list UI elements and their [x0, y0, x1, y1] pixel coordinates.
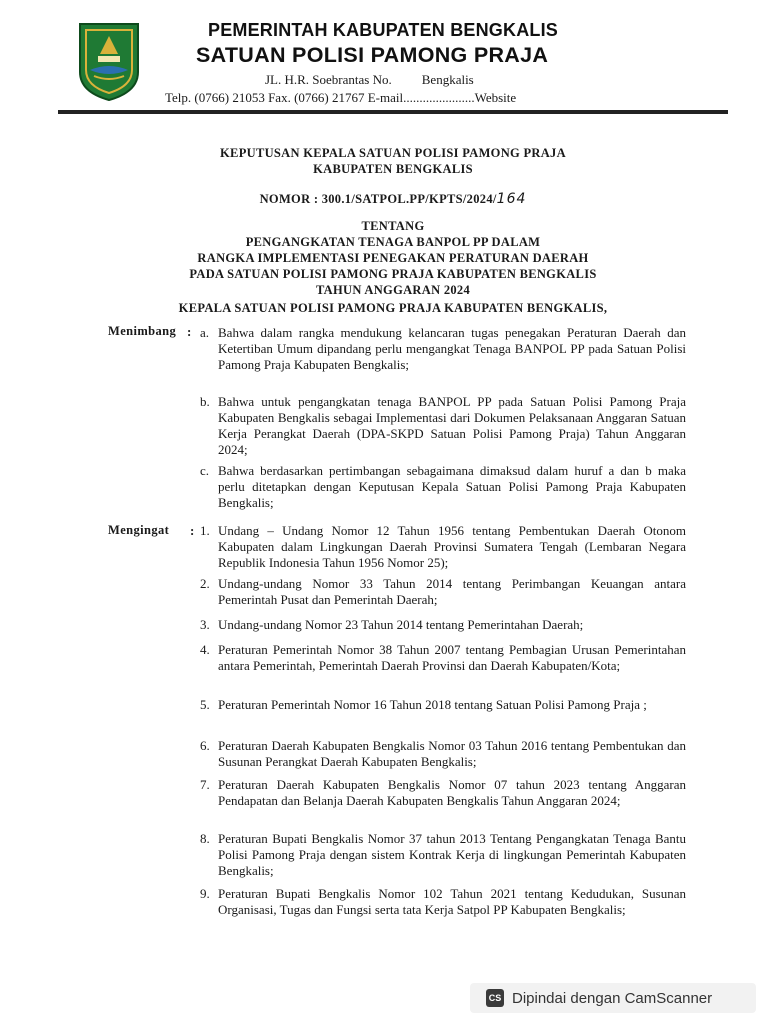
item-marker: 2.: [200, 576, 210, 591]
decree-number-prefix: NOMOR : 300.1/SATPOL.PP/KPTS/2024/: [259, 192, 497, 206]
decree-title-line2: KABUPATEN BENGKALIS: [313, 162, 473, 176]
item-marker: b.: [200, 394, 210, 409]
item-text: Peraturan Pemerintah Nomor 38 Tahun 2007 tentang Pembagian Urusan Pemerintahan antara Pemerintah, Pemerintah Daerah Provinsi dan Daerah Kabupaten/Kota;: [218, 642, 686, 673]
decree-about-label: TENTANG: [361, 219, 425, 233]
item-marker: 5.: [200, 697, 210, 712]
menimbang-colon: :: [187, 324, 192, 339]
item-text: Peraturan Daerah Kabupaten Bengkalis Nomor 07 tahun 2023 tentang Anggaran Pendapatan dan Belanja Daerah Kabupaten Bengkalis Tahun Anggaran 2024;: [218, 777, 686, 808]
decree-subject-line4: TAHUN ANGGARAN 2024: [315, 283, 471, 297]
item-marker: 8.: [200, 831, 210, 846]
mengingat-item-4: [200, 642, 686, 674]
item-marker: 7.: [200, 777, 210, 792]
menimbang-label: Menimbang: [108, 324, 177, 338]
item-text: Undang – Undang Nomor 12 Tahun 1956 tentang Pembentukan Daerah Otonom Kabupaten dalam Lingkungan Daerah Provinsi Sumatera Tengah (Lembaran Negara Republik Indonesia Tahun 1956 Nomor 25);: [218, 523, 686, 570]
item-text: Undang-undang Nomor 33 Tahun 2014 tentang Perimbangan Keuangan antara Pemerintah Pusat dan Pemerintah Daerah;: [218, 576, 686, 607]
decree-title-block: [148, 145, 638, 316]
item-text: Peraturan Pemerintah Nomor 16 Tahun 2018 tentang Satuan Polisi Pamong Praja ;: [218, 697, 647, 712]
mengingat-item-1: [200, 523, 686, 571]
address-street: JL. H.R. Soebrantas No.: [265, 72, 392, 87]
item-text: Bahwa untuk pengangkatan tenaga BANPOL PP pada Satuan Polisi Pamong Praja Kabupaten Bengkalis sebagai Implementasi dari Dokumen Pelaksanaan Anggaran Satuan Kerja Perangkat Daerah (DPA-SKPD Satuan Polisi Pamong Praja) Tahun Anggaran 2024;: [218, 394, 686, 457]
menimbang-item-c: [200, 463, 686, 511]
camscanner-watermark-text: Dipindai dengan CamScanner: [512, 989, 713, 1007]
item-marker: 1.: [200, 523, 210, 538]
item-marker: 3.: [200, 617, 210, 632]
mengingat-item-9: [200, 886, 686, 918]
mengingat-item-7: [200, 777, 686, 809]
mengingat-item-2: [200, 576, 686, 608]
item-text: Peraturan Daerah Kabupaten Bengkalis Nomor 03 Tahun 2016 tentang Pembentukan dan Susunan Perangkat Daerah Kabupaten Bengkalis;: [218, 738, 686, 769]
mengingat-item-8: [200, 831, 686, 879]
camscanner-watermark: [470, 983, 756, 1013]
menimbang-item-b: [200, 394, 686, 458]
decree-authority-line: KEPALA SATUAN POLISI PAMONG PRAJA KABUPATEN BENGKALIS,: [178, 301, 608, 315]
mengingat-colon: :: [190, 523, 195, 538]
item-text: Peraturan Bupati Bengkalis Nomor 37 tahun 2013 Tentang Pengangkatan Tenaga Bantu Polisi Pamong Praja dengan sistem Kontrak Kerja di lingkungan Pemerintah Kabupaten Bengkalis;: [218, 831, 686, 878]
item-marker: a.: [200, 325, 210, 340]
item-text: Peraturan Bupati Bengkalis Nomor 102 Tahun 2021 tentang Kedudukan, Susunan Organisasi, Tugas dan Fungsi serta tata Kerja Satpol PP Kabupaten Bengkalis;: [218, 886, 686, 917]
mengingat-item-5: [200, 697, 686, 713]
item-text: Undang-undang Nomor 23 Tahun 2014 tentang Pemerintahan Daerah;: [218, 617, 584, 632]
address-city: Bengkalis: [421, 72, 474, 87]
mengingat-label: Mengingat: [108, 523, 170, 537]
decree-subject-line2: RANGKA IMPLEMENTASI PENEGAKAN PERATURAN DAERAH: [197, 251, 589, 265]
regency-crest-logo: [78, 20, 140, 102]
decree-subject-line3: PADA SATUAN POLISI PAMONG PRAJA KABUPATEN BENGKALIS: [189, 267, 597, 281]
letterhead-government: PEMERINTAH KABUPATEN BENGKALIS: [208, 20, 559, 40]
letterhead-contact: Telp. (0766) 21053 Fax. (0766) 21767 E-mail......................Website: [165, 90, 517, 105]
item-marker: 6.: [200, 738, 210, 753]
item-text: Bahwa berdasarkan pertimbangan sebagaimana dimaksud dalam huruf a dan b maka perlu ditetapkan dengan Keputusan Kepala Satuan Polisi Pamong Praja Kabupaten Bengkalis;: [218, 463, 686, 510]
mengingat-item-6: [200, 738, 686, 770]
decree-subject-line1: PENGANGKATAN TENAGA BANPOL PP DALAM: [245, 235, 541, 249]
item-marker: 4.: [200, 642, 210, 657]
camscanner-logo-icon: CS: [486, 989, 504, 1007]
decree-title-line1: KEPUTUSAN KEPALA SATUAN POLISI PAMONG PRAJA: [220, 146, 566, 160]
item-marker: 9.: [200, 886, 210, 901]
menimbang-item-a: [200, 325, 686, 373]
item-text: Bahwa dalam rangka mendukung kelancaran tugas penegakan Peraturan Daerah dan Ketertiban Umum dipandang perlu mengangkat Tenaga BANPOL PP pada Satuan Polisi Pamong Praja Kabupaten Bengkalis;: [218, 325, 686, 372]
letterhead-agency: SATUAN POLISI PAMONG PRAJA: [196, 43, 549, 67]
mengingat-item-3: [200, 617, 686, 633]
decree-number-handwritten: 164: [496, 191, 527, 207]
item-marker: c.: [200, 463, 210, 478]
decree-number: [148, 191, 638, 207]
letterhead-divider: [58, 110, 728, 114]
letterhead-address: [265, 72, 504, 88]
